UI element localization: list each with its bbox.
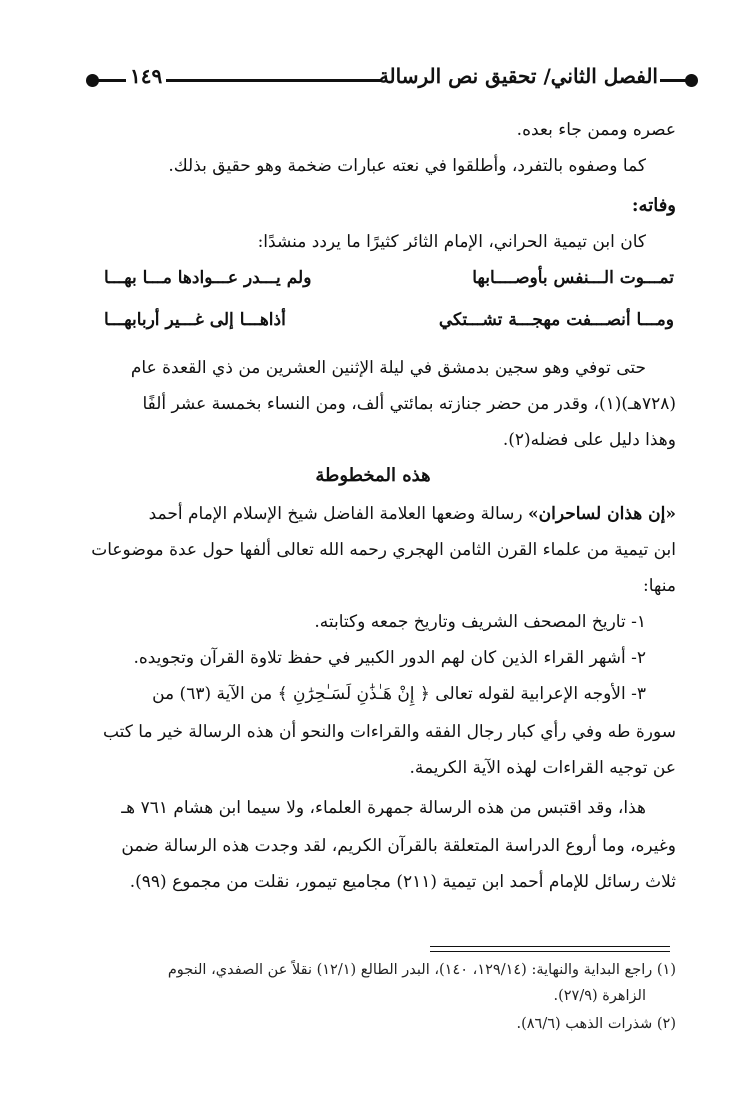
verse-hemistich: تمـــوت الـــنفس بأوصــــابها [472,268,674,288]
page-number: ١٤٩ [130,64,163,88]
manuscript-heading: هذه المخطوطة [315,465,431,486]
body-line: (٧٢٨هـ)(١)، وقدر من حضر جنازته بمائتي ألف، ومن النساء بخمسة عشر ألفًا [142,394,676,414]
body-line: وغيره، وما أروع الدراسة المتعلقة بالقرآن الكريم، لقد وجدت هذه الرسالة ضمن [121,836,676,856]
page-header [86,62,698,102]
body-text: رسالة وضعها العلامة الفاضل شيخ الإسلام الإمام أحمد [148,504,528,524]
list-item: ٣- الأوجه الإعرابية لقوله تعالى ﴿ إِنْ هَـٰذَٰنِ لَسَـٰحِرَٰنِ ﴾ من الآية (٦٣) من [152,684,646,704]
header-rule-right [660,79,686,82]
footnote-separator [430,946,670,952]
verse-hemistich: ولم يـــدر عـــوادها مـــا بهـــا [104,268,312,288]
body-line: هذا، وقد اقتبس من هذه الرسالة جمهرة العلماء، ولا سيما ابن هشام ٧٦١ هـ [121,798,646,818]
body-line: ابن تيمية من علماء القرن الثامن الهجري رحمه الله تعالى ألفها حول عدة موضوعات [91,540,676,560]
list-item: ١- تاريخ المصحف الشريف وتاريخ جمعه وكتابته. [314,612,646,632]
treatise-title: «إن هذان لساحران» [527,504,676,524]
body-line: كان ابن تيمية الحراني، الإمام الثائر كثيرًا ما يردد منشدًا: [257,232,646,252]
death-heading: وفاته: [631,195,676,216]
header-right-dot [685,74,698,87]
body-line: ثلاث رسائل للإمام أحمد ابن تيمية (٢١١) مجاميع تيمور، نقلت من مجموع (٩٩). [129,872,676,892]
verse-hemistich: أذاهـــا إلى غـــير أربابهـــا [104,310,286,330]
header-rule-middle [166,79,382,82]
body-line: عصره وممن جاء بعده. [516,120,676,140]
footnote: (١) راجع البداية والنهاية: (١٢٩/١٤، ١٤٠)، البدر الطالع (١٢/١) نقلاً عن الصفدي، النجوم [167,962,676,978]
list-item: ٢- أشهر القراء الذين كان لهم الدور الكبير في حفظ تلاوة القرآن وتجويده. [133,648,646,668]
body-line: عن توجيه القراءات لهذه الآية الكريمة. [409,758,676,778]
footnote-continuation: الزاهرة (٢٧/٩). [553,988,646,1004]
chapter-title: الفصل الثاني/ تحقيق نص الرسالة [378,64,658,88]
header-rule-left [98,79,126,82]
body-line [70,500,676,528]
body-line: حتى توفي وهو سجين بدمشق في ليلة الإثنين العشرين من ذي القعدة عام [130,358,646,378]
body-line: سورة طه وفي رأي كبار رجال الفقه والقراءات والنحو أن هذه الرسالة خير ما كتب [102,722,676,742]
body-line: كما وصفوه بالتفرد، وأطلقوا في نعته عبارات ضخمة وهو حقيق بذلك. [168,156,646,176]
body-line: وهذا دليل على فضله(٢). [502,430,676,450]
verse-hemistich: ومـــا أنصـــفت مهجـــة تشـــتكي [438,310,674,330]
footnote: (٢) شذرات الذهب (٨٦/٦). [516,1016,676,1032]
body-line: منها: [643,576,676,596]
